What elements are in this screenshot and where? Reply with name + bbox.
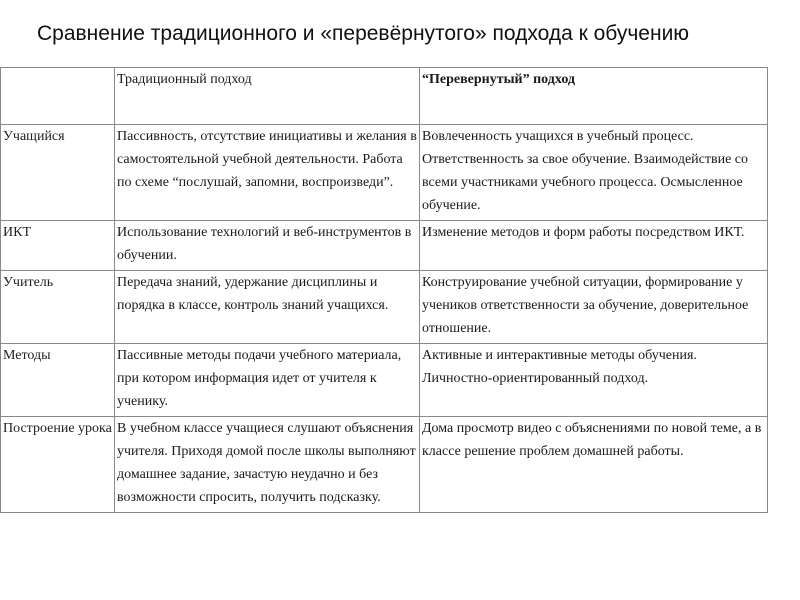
table-row xyxy=(1,125,768,221)
page-title: Сравнение традиционного и «перевёрнутого» подхода к обучению xyxy=(37,22,690,45)
flipped-cell: Дома просмотр видео с объяснениями по новой теме, а в классе решение проблем домашней работы. xyxy=(420,417,768,513)
traditional-cell: В учебном классе учащиеся слушают объяснения учителя. Приходя домой после школы выполняют домашнее задание, зачастую неудачно и без возможности спросить, получить подсказку. xyxy=(115,417,420,513)
traditional-cell: Использование технологий и веб-инструментов в обучении. xyxy=(115,221,420,271)
row-label: ИКТ xyxy=(1,221,115,271)
header-flipped: “Перевернутый” подход xyxy=(420,68,768,125)
traditional-cell: Пассивные методы подачи учебного материала, при котором информация идет от учителя к ученику. xyxy=(115,344,420,417)
header-traditional: Традиционный подход xyxy=(115,68,420,125)
comparison-table xyxy=(0,67,768,513)
traditional-cell: Передача знаний, удержание дисциплины и порядка в классе, контроль знаний учащихся. xyxy=(115,271,420,344)
table-row xyxy=(1,417,768,513)
flipped-cell: Изменение методов и форм работы посредством ИКТ. xyxy=(420,221,768,271)
row-label: Построение урока xyxy=(1,417,115,513)
table-header-row xyxy=(1,68,768,125)
flipped-cell: Активные и интерактивные методы обучения. Личностно-ориентированный подход. xyxy=(420,344,768,417)
table-row xyxy=(1,344,768,417)
row-label: Учитель xyxy=(1,271,115,344)
row-label: Учащийся xyxy=(1,125,115,221)
table-row xyxy=(1,271,768,344)
traditional-cell: Пассивность, отсутствие инициативы и желания в самостоятельной учебной деятельности. Работа по схеме “послушай, запомни, воспроизведи”. xyxy=(115,125,420,221)
flipped-cell: Конструирование учебной ситуации, формирование у учеников ответственности за обучение, доверительное отношение. xyxy=(420,271,768,344)
table-row xyxy=(1,221,768,271)
flipped-cell: Вовлеченность учащихся в учебный процесс. Ответственность за свое обучение. Взаимодействие со всеми участниками учебного процесса. Осмысленное обучение. xyxy=(420,125,768,221)
row-label: Методы xyxy=(1,344,115,417)
header-empty-cell xyxy=(1,68,115,125)
